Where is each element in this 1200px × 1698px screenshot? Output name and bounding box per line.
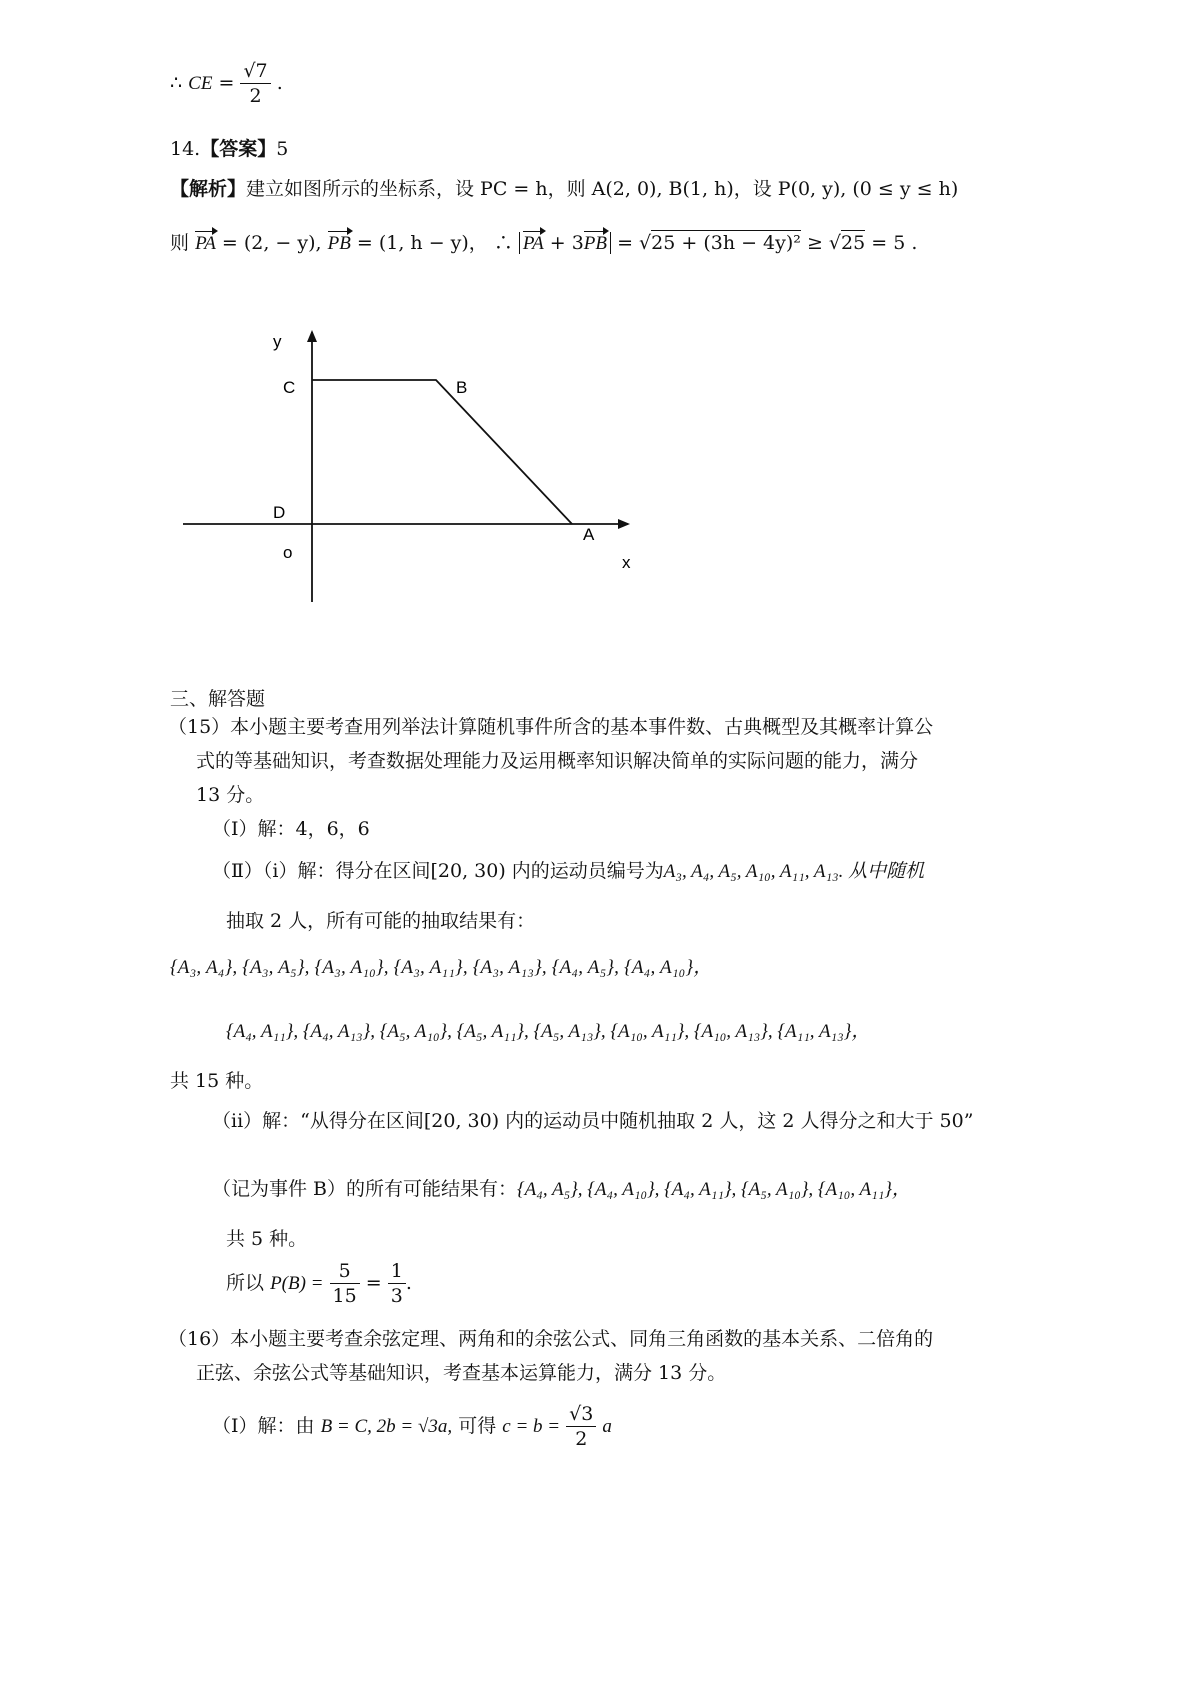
q16-part1-expr2: c = b = [502, 1416, 561, 1437]
then-word: 则 [170, 232, 190, 254]
prob-fraction-1 [330, 1262, 360, 1306]
q16-intro-line1: （16）本小题主要考查余弦定理、两角和的余弦公式、同角三角函数的基本关系、二倍角的 [168, 1328, 934, 1350]
q15-intro-line2: 式的等基础知识，考查数据处理能力及运用概率知识解决简单的实际问题的能力，满分 [196, 750, 919, 772]
prob-num-1: 5 [330, 1262, 360, 1284]
q15-intro-line1: （15）本小题主要考查用列举法计算随机事件所含的基本事件数、古典概型及其概率计算公 [168, 716, 934, 738]
prob-lhs: P(B) = [270, 1273, 324, 1294]
abs-vector-pa: PA [522, 233, 544, 254]
q15-total2: 共 5 种。 [226, 1228, 308, 1250]
q15-part-ii-line2 [212, 1180, 911, 1199]
q15-total1: 共 15 种。 [170, 1070, 264, 1092]
prob-num-2: 1 [388, 1262, 406, 1284]
q14-analysis-tag: 【解析】 [170, 178, 247, 200]
q15-part1: （Ⅰ）解：4，6，6 [212, 818, 370, 840]
ce-equation [170, 62, 283, 106]
q15-part2-text: （Ⅱ）（i）解：得分在区间[20, 30) 内的运动员编号为 [212, 860, 664, 882]
q14-heading [170, 140, 288, 159]
q14-analysis-text: 建立如图所示的坐标系，设 PC = h，则 A(2, 0), B(1, h)，设 P(0, y), (0 ≤ y ≤ h) [246, 178, 959, 200]
therefore-symbol: ∴ [170, 72, 183, 94]
prob-fraction-2 [388, 1262, 406, 1306]
q15-part-ii-text: （记为事件 B）的所有可能结果有： [212, 1178, 518, 1200]
sqrt-radicand: 25 + (3h − 4y)² [651, 232, 801, 254]
set-list-line1: {A₃, A₄}, {A₃, A₅}, {A₃, A₁₀}, {A₃, A₁₁}, {A₃, A₁₃}, {A₄, A₅}, {A₄, A₁₀}， [170, 957, 713, 978]
q14-answer-tag: 【答案】 [200, 138, 277, 160]
sqrt-symbol: √ [639, 232, 652, 254]
q15-part2-line2: 抽取 2 人，所有可能的抽取结果有： [226, 910, 536, 932]
q14-analysis-line2 [170, 234, 917, 253]
ce-eq: = [218, 72, 235, 94]
abs-expression [519, 232, 611, 254]
prob-end: . [405, 1272, 412, 1294]
sqrt-symbol-2: √ [828, 232, 842, 254]
prob-prefix: 所以 [226, 1272, 265, 1294]
q15-part2-line1 [212, 862, 924, 881]
label-o: o [283, 543, 293, 562]
q16-part1-mid: 可得 [458, 1415, 497, 1437]
section-title: 三、解答题 [170, 688, 266, 710]
q16-part1 [212, 1405, 612, 1449]
ce-fraction [240, 62, 270, 106]
q15-probability [226, 1262, 412, 1306]
label-a: A [583, 525, 595, 544]
q15-part2-athletes: A₃, A₄, A₅, A₁₀, A₁₁, A₁₃. 从中随机 [663, 861, 925, 882]
label-d: D [273, 503, 286, 522]
q15-event-b-sets: {A₄, A₅}, {A₄, A₁₀}, {A₄, A₁₁}, {A₅, A₁₀}, {A₁₀, A₁₁}， [517, 1179, 911, 1200]
q16-intro-line2: 正弦、余弦公式等基础知识，考查基本运算能力，满分 13 分。 [196, 1362, 727, 1384]
ce-numerator: √7 [240, 62, 270, 84]
label-y: y [273, 332, 282, 351]
q14-analysis-line1 [170, 180, 958, 199]
eq-sign: = [617, 232, 633, 254]
set-list-line2: {A₄, A₁₁}, {A₄, A₁₃}, {A₅, A₁₀}, {A₅, A₁₁}, {A₅, A₁₃}, {A₁₀, A₁₁}, {A₁₀, A₁₃}, {A₁₁, A₁₃}， [226, 1021, 871, 1042]
ce-end: . [276, 72, 283, 94]
q16-part1-expr: B = C, 2b = √3a, [320, 1416, 453, 1437]
q14-answer: 5 [276, 138, 289, 160]
prob-den-1: 15 [332, 1285, 357, 1307]
prob-den-2: 3 [390, 1285, 403, 1307]
q16-part1-prefix: （Ⅰ）解：由 [212, 1415, 315, 1437]
q16-den: 2 [575, 1428, 588, 1450]
vector-pb: PB [327, 233, 351, 254]
pa-value: = (2, − y), [221, 232, 322, 254]
ge-sign: ≥ [806, 232, 823, 254]
q16-num: √3 [566, 1405, 596, 1427]
q16-tail: a [602, 1416, 612, 1437]
prob-eq: = [365, 1272, 382, 1294]
q15-intro-line3: 13 分。 [196, 784, 265, 806]
sqrt25-radicand: 25 [841, 232, 866, 254]
abs-plus: + 3 [549, 232, 584, 254]
label-x: x [622, 553, 631, 572]
label-c: C [283, 378, 296, 397]
q15-part-ii-line1: （ii）解：“从得分在区间[20, 30) 内的运动员中随机抽取 2 人，这 2 人得分之和大于 50” [212, 1110, 974, 1132]
label-b: B [456, 378, 468, 397]
pb-value: = (1, h − y)， [356, 232, 488, 254]
vector-pa: PA [195, 233, 216, 254]
q16-fraction [566, 1405, 596, 1449]
ce-lhs: CE [188, 73, 213, 94]
trapezoid-outline [312, 380, 572, 524]
ce-denominator: 2 [249, 85, 262, 107]
result: = 5 . [871, 232, 918, 254]
q14-number: 14. [170, 138, 201, 160]
therefore-symbol-2: ∴ [493, 232, 513, 254]
abs-vector-pb: PB [583, 233, 608, 254]
